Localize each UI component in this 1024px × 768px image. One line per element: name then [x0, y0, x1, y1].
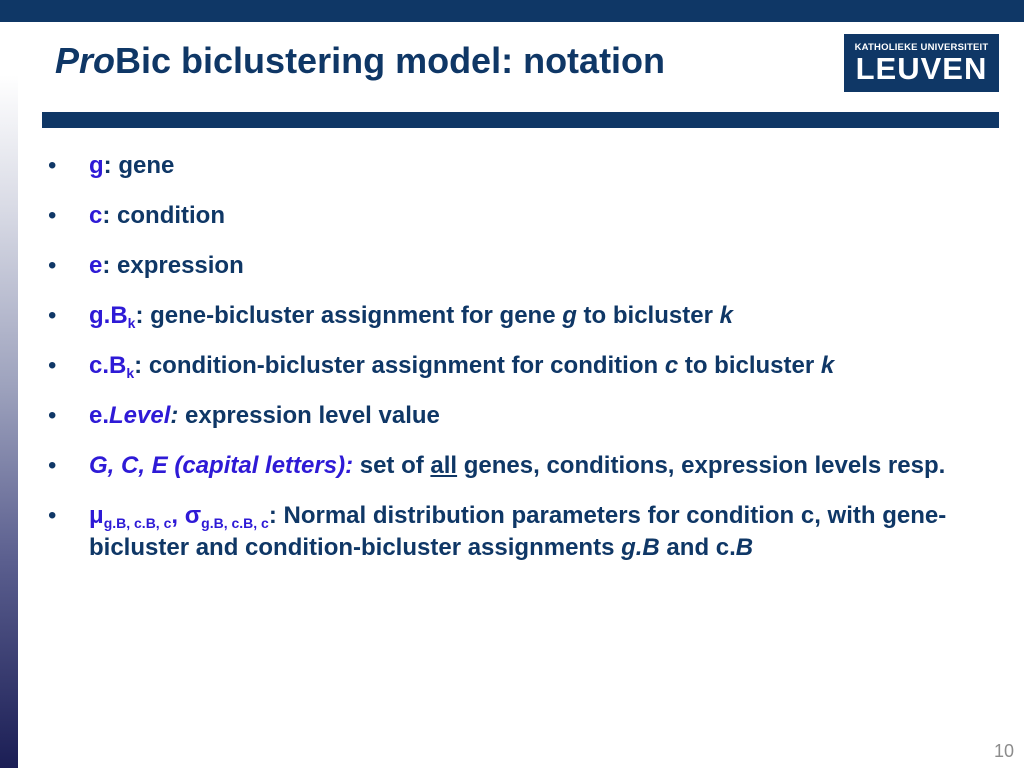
title-rest: Bic biclustering model: notation: [115, 40, 666, 81]
left-gradient-bar: [0, 75, 18, 768]
list-item-normal-params: [48, 500, 1008, 564]
symbol: G, C, E (capital letters):: [89, 452, 354, 479]
university-logo: [844, 34, 999, 92]
mu-subscript: g.B, c.B, c: [103, 515, 172, 531]
description-rest: genes, conditions, expression levels resp.: [457, 452, 946, 479]
description: : gene: [103, 152, 175, 179]
list-item-gene: [48, 150, 1008, 182]
description: expression level value: [178, 402, 440, 429]
bullet-icon: •: [48, 352, 57, 379]
symbol: g: [89, 152, 104, 179]
comma: ,: [171, 502, 185, 529]
description: : expression: [102, 252, 244, 279]
variable: g.B: [621, 534, 660, 561]
symbol: e: [89, 252, 103, 279]
bullet-list: [48, 150, 1008, 582]
list-item-level: [48, 400, 1008, 432]
symbol: g.B: [89, 302, 128, 329]
variable: c: [664, 352, 679, 379]
description: : condition: [102, 202, 225, 229]
description: : Normal distribution parameters for condition c, with gene-bicluster and condition-bicluster assignments: [89, 502, 947, 561]
mu-symbol: μ: [89, 502, 104, 529]
list-item-expression: [48, 250, 1008, 282]
list-item-condition-bicluster: [48, 350, 1008, 382]
bullet-icon: •: [48, 202, 57, 229]
description: set of: [353, 452, 431, 479]
title-prefix: Pro: [55, 40, 116, 81]
header-divider: [42, 112, 999, 128]
list-item-condition: [48, 200, 1008, 232]
description-and: and c.: [659, 534, 736, 561]
bullet-icon: •: [48, 452, 57, 479]
symbol-level: Level: [109, 402, 171, 429]
symbol: c: [89, 202, 103, 229]
symbol-subscript: k: [127, 315, 136, 331]
symbol: c.B: [89, 352, 127, 379]
colon: :: [170, 402, 179, 429]
logo-line1: KATHOLIEKE UNIVERSITEIT: [854, 42, 989, 53]
top-bar: [0, 0, 1024, 22]
slide-title: [55, 40, 665, 81]
description: : condition-bicluster assignment for condition: [134, 352, 665, 379]
variable: k: [820, 352, 835, 379]
sigma-subscript: g.B, c.B, c: [201, 515, 269, 531]
list-item-capital-letters: [48, 450, 1008, 482]
bullet-icon: •: [48, 252, 57, 279]
sigma-symbol: σ: [184, 502, 202, 529]
variable: k: [719, 302, 733, 329]
description-mid: to bicluster: [576, 302, 720, 329]
bullet-icon: •: [48, 302, 57, 329]
symbol-subscript: k: [126, 365, 135, 381]
variable: g: [562, 302, 577, 329]
bullet-icon: •: [48, 152, 57, 179]
description: : gene-bicluster assignment for gene: [135, 302, 563, 329]
list-item-gene-bicluster: [48, 300, 1008, 332]
bullet-icon: •: [48, 502, 57, 529]
logo-line2: LEUVEN: [855, 51, 988, 86]
variable: B: [735, 534, 754, 561]
page-number: 10: [993, 741, 1014, 761]
symbol: e.: [89, 402, 110, 429]
bullet-icon: •: [48, 402, 57, 429]
description-mid: to bicluster: [678, 352, 821, 379]
description-underlined: all: [430, 452, 458, 479]
